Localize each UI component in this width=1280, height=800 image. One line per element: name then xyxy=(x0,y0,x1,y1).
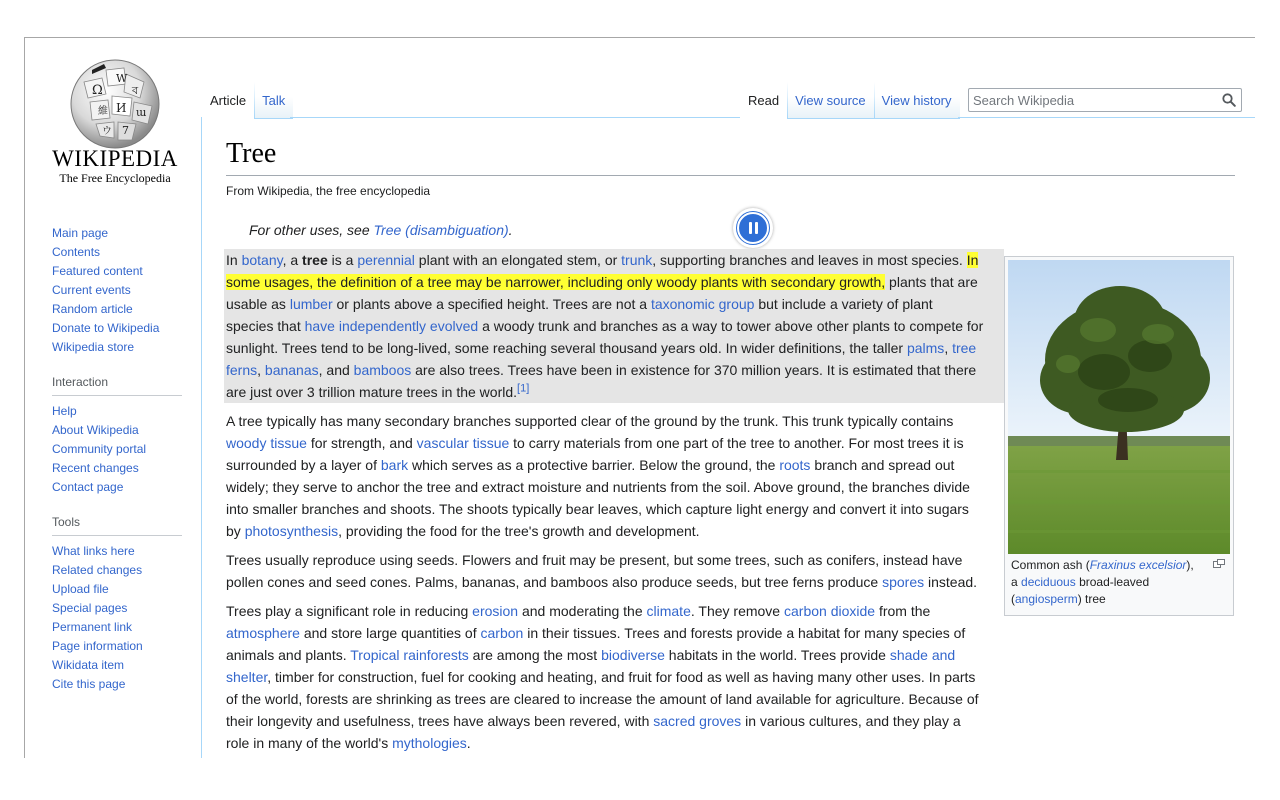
caption-mid-1: ), a xyxy=(1011,558,1194,589)
search-input[interactable] xyxy=(969,89,1213,111)
svg-text:7: 7 xyxy=(122,124,129,137)
link-roots[interactable]: roots xyxy=(779,457,811,473)
link-erosion[interactable]: erosion xyxy=(472,603,519,619)
sidebar-item-page-information[interactable]: Page information xyxy=(52,639,143,653)
hatnote-prefix: For other uses, see xyxy=(249,222,374,238)
interaction-portal xyxy=(52,402,184,497)
sidebar-item-donate[interactable]: Donate to Wikipedia xyxy=(52,321,160,335)
search-box[interactable] xyxy=(968,88,1242,112)
tab-bar-line xyxy=(290,117,740,118)
tree-photo[interactable] xyxy=(1008,260,1230,554)
svg-text:ব: ব xyxy=(132,84,139,97)
paragraph-4: Trees play a significant role in reducing erosion and moderating the climate. They remove carbon dioxide from the atmosphere and store large quantities of carbon in their tissues. Trees and forests provide a habitat for many species of animals and plants. Tropical rainforests are among the most biodiverse habitats in the world. Trees provide shade and shelter, timber for construction, fuel for cooking and heating, and fruit for food as well as having many other uses. In parts of the world, forests are shrinking as trees are cleared to increase the amount of land available for agriculture. Because of their longevity and usefulness, trees have always been revered, with sacred groves in various cultures, and they play a role in many of the world's mythologies. xyxy=(226,603,979,751)
enlarge-icon[interactable] xyxy=(1213,559,1225,568)
sidebar-item-wikipedia-store[interactable]: Wikipedia store xyxy=(52,340,135,354)
sidebar-item-featured-content[interactable]: Featured content xyxy=(52,264,143,278)
link-vascular-tissue[interactable]: vascular tissue xyxy=(416,435,510,451)
logo-wordmark: WIKIPEDIA xyxy=(52,146,178,171)
site-subtitle: From Wikipedia, the free encyclopedia xyxy=(226,184,431,198)
navigation-portal xyxy=(52,224,184,357)
tab-view-source[interactable]: View source xyxy=(787,83,874,119)
sidebar-item-upload-file[interactable]: Upload file xyxy=(52,582,109,596)
link-deciduous[interactable]: deciduous xyxy=(1021,575,1076,589)
sidebar-item-help[interactable]: Help xyxy=(52,404,77,418)
link-bamboos[interactable]: bamboos xyxy=(353,362,412,378)
sidebar-item-contact-page[interactable]: Contact page xyxy=(52,480,124,494)
link-mythologies[interactable]: mythologies xyxy=(392,735,467,751)
link-lumber[interactable]: lumber xyxy=(289,296,333,312)
tools-heading: Tools xyxy=(52,513,182,536)
view-tabs xyxy=(740,83,960,119)
link-perennial[interactable]: perennial xyxy=(357,252,415,268)
hatnote xyxy=(249,222,513,238)
tab-article[interactable]: Article xyxy=(202,83,254,119)
pause-icon xyxy=(737,212,769,244)
search-icon[interactable] xyxy=(1222,93,1236,107)
thumbnail-caption xyxy=(1011,557,1201,608)
link-carbon[interactable]: carbon xyxy=(480,625,524,641)
namespace-tabs xyxy=(202,83,293,119)
content-border xyxy=(201,117,202,758)
search-bar-line xyxy=(958,117,1255,118)
link-biodiverse[interactable]: biodiverse xyxy=(601,647,665,663)
svg-text:Ω: Ω xyxy=(92,83,103,98)
sidebar-item-permanent-link[interactable]: Permanent link xyxy=(52,620,133,634)
tree-photo-image xyxy=(1008,260,1230,554)
link-spores[interactable]: spores xyxy=(882,574,925,590)
svg-text:維: 維 xyxy=(98,106,108,117)
page-title: Tree xyxy=(226,137,1235,176)
sidebar-item-current-events[interactable]: Current events xyxy=(52,283,131,297)
hatnote-disambiguation-link[interactable]: Tree (disambiguation) xyxy=(373,222,509,238)
sidebar-item-community-portal[interactable]: Community portal xyxy=(52,442,147,456)
caption-suffix: ) tree xyxy=(1077,592,1106,606)
sidebar-item-recent-changes[interactable]: Recent changes xyxy=(52,461,139,475)
tab-view-history[interactable]: View history xyxy=(874,83,960,119)
link-angiosperm[interactable]: angiosperm xyxy=(1015,592,1078,606)
link-atmosphere[interactable]: atmosphere xyxy=(226,625,300,641)
link-tree-ferns[interactable]: tree ferns xyxy=(226,340,977,378)
link-have-independently-evolved[interactable]: have independently evolved xyxy=(304,318,479,334)
sidebar-item-cite-this-page[interactable]: Cite this page xyxy=(52,677,126,691)
link-fraxinus-excelsior[interactable] xyxy=(1090,558,1187,572)
svg-text:ウ: ウ xyxy=(102,126,112,137)
sidebar xyxy=(52,224,184,694)
lead-paragraph: In botany, a tree is a perennial plant with an elongated stem, or trunk, supporting branches and leaves in most species. In some usages, the definition of a tree may be narrower, including only woody plants with secondary growth, plants that are usable as lumber or plants above a specified height. Trees are not a taxonomic group but include a variety of plant species that have independently evolved a woody trunk and branches as a way to tower above other plants to compete for sunlight. Trees tend to be long-lived, some reaching several thousand years old. In wider definitions, the taller palms, tree ferns, bananas, and bamboos are also trees. Trees have been in existence for 370 million years. It is estimated that there are just over 3 trillion mature trees in the world.[1] xyxy=(226,252,984,400)
sidebar-item-wikidata-item[interactable]: Wikidata item xyxy=(52,658,125,672)
tools-portal xyxy=(52,542,184,694)
sidebar-item-contents[interactable]: Contents xyxy=(52,245,101,259)
link-climate[interactable]: climate xyxy=(646,603,691,619)
citation-1[interactable]: [1] xyxy=(517,382,530,395)
link-bark[interactable]: bark xyxy=(380,457,409,473)
sidebar-item-random-article[interactable]: Random article xyxy=(52,302,133,316)
paragraph-2: A tree typically has many secondary branches supported clear of the ground by the trunk. This trunk typically contains woody tissue for strength, and vascular tissue to carry materials from one part of the tree to another. For most trees it is surrounded by a layer of bark which serves as a protective barrier. Below the ground, the roots branch and spread out widely; they serve to anchor the tree and extract moisture and nutrients from the soil. Above ground, the branches divide into smaller branches and shoots. The shoots typically bear leaves, which capture light energy and convert it into sugars by photosynthesis, providing the food for the tree's growth and development. xyxy=(226,413,970,539)
svg-text:И: И xyxy=(116,101,127,115)
hatnote-suffix: . xyxy=(508,222,513,238)
sidebar-item-special-pages[interactable]: Special pages xyxy=(52,601,128,615)
link-taxonomic-group[interactable]: taxonomic group xyxy=(650,296,755,312)
link-carbon-dioxide[interactable]: carbon dioxide xyxy=(784,603,876,619)
sidebar-item-what-links-here[interactable]: What links here xyxy=(52,544,135,558)
link-botany[interactable]: botany xyxy=(241,252,283,268)
link-bananas[interactable]: bananas xyxy=(264,362,319,378)
interaction-heading: Interaction xyxy=(52,373,182,396)
link-trunk[interactable]: trunk xyxy=(621,252,653,268)
link-palms[interactable]: palms xyxy=(906,340,945,356)
svg-text:W: W xyxy=(116,72,128,85)
link-tropical-rainforests[interactable]: Tropical rainforests xyxy=(350,647,469,663)
caption-mid-2: broad-leaved ( xyxy=(1011,575,1150,606)
caption-species: Fraxinus excelsior xyxy=(1089,558,1187,572)
highlighted-sentence: In some usages, the definition of a tree may be narrower, including only woody plants with secondary growth, xyxy=(226,252,979,290)
link-photosynthesis[interactable]: photosynthesis xyxy=(244,523,339,539)
infobox-thumbnail xyxy=(1004,256,1234,616)
link-woody-tissue[interactable]: woody tissue xyxy=(226,435,307,451)
tab-talk[interactable]: Talk xyxy=(254,83,293,119)
tab-read[interactable]: Read xyxy=(740,83,787,119)
sidebar-item-about-wikipedia[interactable]: About Wikipedia xyxy=(52,423,139,437)
sidebar-item-related-changes[interactable]: Related changes xyxy=(52,563,143,577)
logo-tagline: The Free Encyclopedia xyxy=(59,171,171,185)
caption-prefix: Common ash ( xyxy=(1011,558,1090,572)
link-shade-and-shelter[interactable]: shade and shelter xyxy=(226,647,956,685)
svg-text:ɯ: ɯ xyxy=(136,106,147,119)
wikipedia-logo[interactable] xyxy=(40,52,190,197)
read-aloud-pause-button[interactable] xyxy=(733,208,773,248)
link-sacred-groves[interactable]: sacred groves xyxy=(653,713,742,729)
wikipedia-globe-icon xyxy=(62,52,168,150)
sidebar-item-main-page[interactable]: Main page xyxy=(52,226,109,240)
paragraph-3: Trees usually reproduce using seeds. Flowers and fruit may be present, but some trees, such as conifers, instead have pollen cones and seed cones. Palms, bananas, and bamboos also produce seeds, but tree ferns produce spores instead. xyxy=(226,552,978,590)
